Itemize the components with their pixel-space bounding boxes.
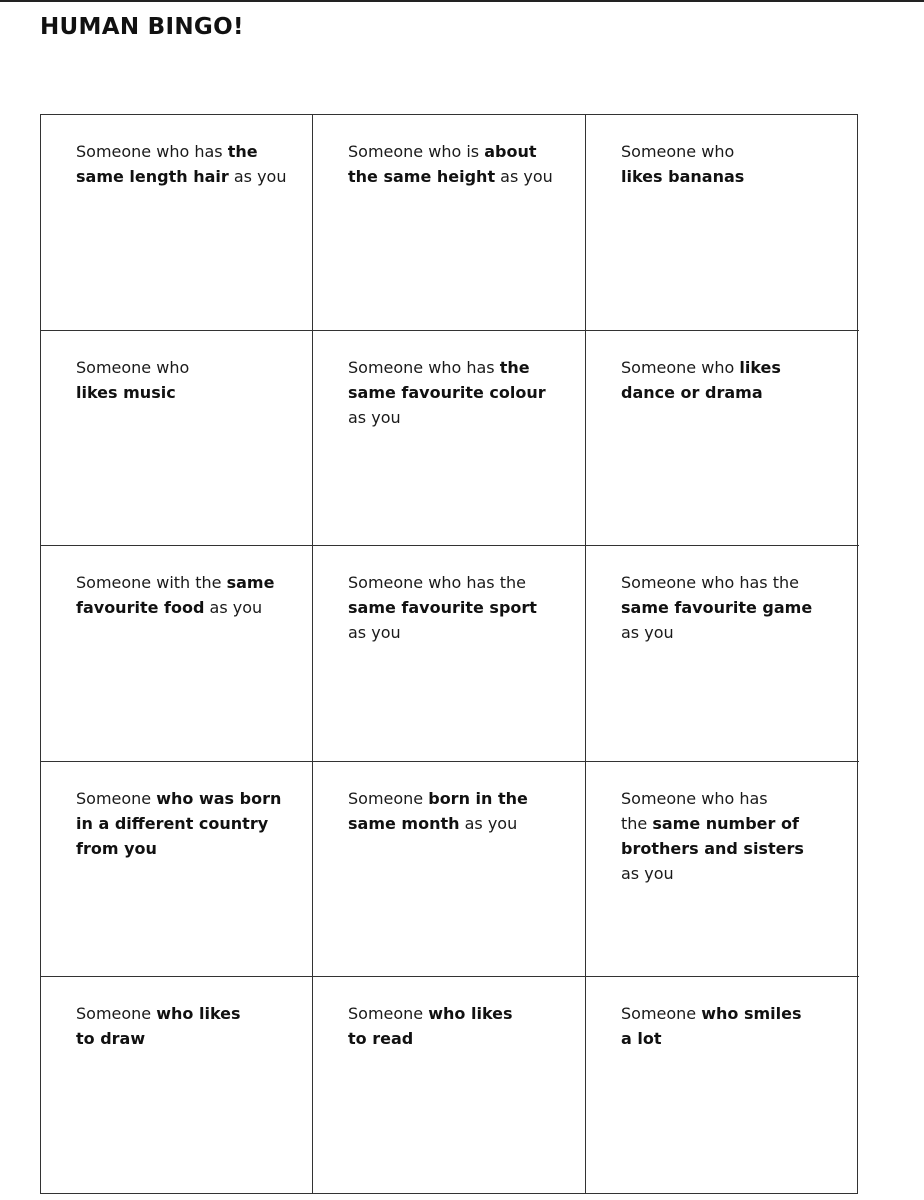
plain-text: Someone who has — [348, 357, 500, 377]
plain-text: Someone — [348, 788, 429, 808]
bold-text: the — [499, 357, 530, 377]
bold-text: same month — [348, 813, 460, 833]
page-title: HUMAN BINGO! — [40, 14, 244, 40]
bingo-cell-text — [621, 570, 839, 645]
bingo-cell — [313, 115, 586, 331]
plain-text: as you — [204, 598, 263, 618]
plain-text: as you — [495, 167, 553, 186]
bingo-cell — [313, 546, 586, 762]
bingo-cell-text — [621, 786, 839, 886]
bingo-cell — [586, 977, 859, 1193]
bingo-cell — [586, 331, 859, 547]
bold-text: the — [227, 142, 258, 161]
bingo-cell-text — [76, 786, 292, 861]
bold-text: who smiles — [701, 1004, 802, 1024]
bingo-cell — [313, 762, 586, 978]
bingo-cell-text — [76, 570, 292, 620]
bingo-cell — [41, 762, 313, 978]
bingo-cell-text — [76, 1001, 292, 1051]
bingo-cell-text — [348, 570, 565, 645]
bold-text: to draw — [76, 1029, 146, 1049]
plain-text: Someone who has — [76, 142, 228, 161]
bold-text: a lot — [621, 1029, 662, 1049]
plain-text: Someone with the — [76, 573, 227, 593]
plain-text: as you — [348, 623, 401, 643]
bingo-cell — [41, 115, 313, 331]
plain-text: as you — [348, 407, 401, 427]
bold-text: dance or drama — [621, 382, 763, 402]
bold-text: same length hair — [76, 167, 229, 186]
bold-text: same favourite colour — [348, 382, 546, 402]
bold-text: the same height — [348, 167, 496, 186]
bingo-cell — [41, 977, 313, 1193]
bold-text: who likes — [428, 1004, 513, 1024]
top-rule — [0, 0, 924, 2]
bold-text: born in the — [428, 788, 528, 808]
bingo-cell-text — [348, 139, 565, 189]
plain-text: as you — [228, 167, 287, 186]
bingo-cell-text — [348, 355, 565, 430]
bold-text: same number of — [652, 813, 799, 833]
bold-text: who was born — [156, 788, 282, 808]
bold-text: in a different country — [76, 813, 269, 833]
bingo-cell-text — [348, 786, 565, 836]
bingo-cell — [41, 331, 313, 547]
bold-text: same favourite game — [621, 598, 813, 618]
plain-text: as you — [459, 813, 518, 833]
bold-text: brothers and sisters — [621, 838, 804, 858]
bingo-cell — [586, 115, 859, 331]
plain-text: the — [621, 813, 653, 833]
plain-text: Someone who has the — [348, 573, 526, 593]
bold-text: from you — [76, 838, 157, 858]
bold-text: likes music — [76, 382, 176, 402]
bingo-cell — [313, 977, 586, 1193]
plain-text: Someone who has the — [621, 573, 799, 593]
plain-text: as you — [621, 863, 674, 883]
bingo-cell-text — [76, 139, 292, 189]
bingo-cell-text — [621, 355, 839, 405]
bingo-grid — [40, 114, 858, 1194]
plain-text: Someone — [348, 1004, 429, 1024]
plain-text: Someone who — [76, 357, 190, 377]
bingo-cell-text — [348, 1001, 565, 1051]
bingo-cell-text — [621, 139, 839, 189]
bingo-cell-text — [621, 1001, 839, 1051]
bold-text: about — [484, 142, 537, 161]
bingo-cell — [313, 331, 586, 547]
plain-text: Someone — [76, 788, 157, 808]
bold-text: likes — [739, 357, 781, 377]
bingo-cell — [41, 546, 313, 762]
plain-text: Someone who — [621, 357, 740, 377]
bold-text: favourite food — [76, 598, 205, 618]
bold-text: same — [226, 573, 275, 593]
plain-text: Someone who is — [348, 142, 485, 161]
bold-text: likes bananas — [621, 167, 745, 186]
bingo-cell — [586, 546, 859, 762]
plain-text: as you — [621, 623, 674, 643]
plain-text: Someone — [621, 1004, 702, 1024]
plain-text: Someone who has — [621, 788, 768, 808]
plain-text: Someone who — [621, 142, 735, 161]
bingo-cell — [586, 762, 859, 978]
bold-text: same favourite sport — [348, 598, 537, 618]
bold-text: who likes — [156, 1004, 241, 1024]
bold-text: to read — [348, 1029, 414, 1049]
plain-text: Someone — [76, 1004, 157, 1024]
bingo-cell-text — [76, 355, 292, 405]
